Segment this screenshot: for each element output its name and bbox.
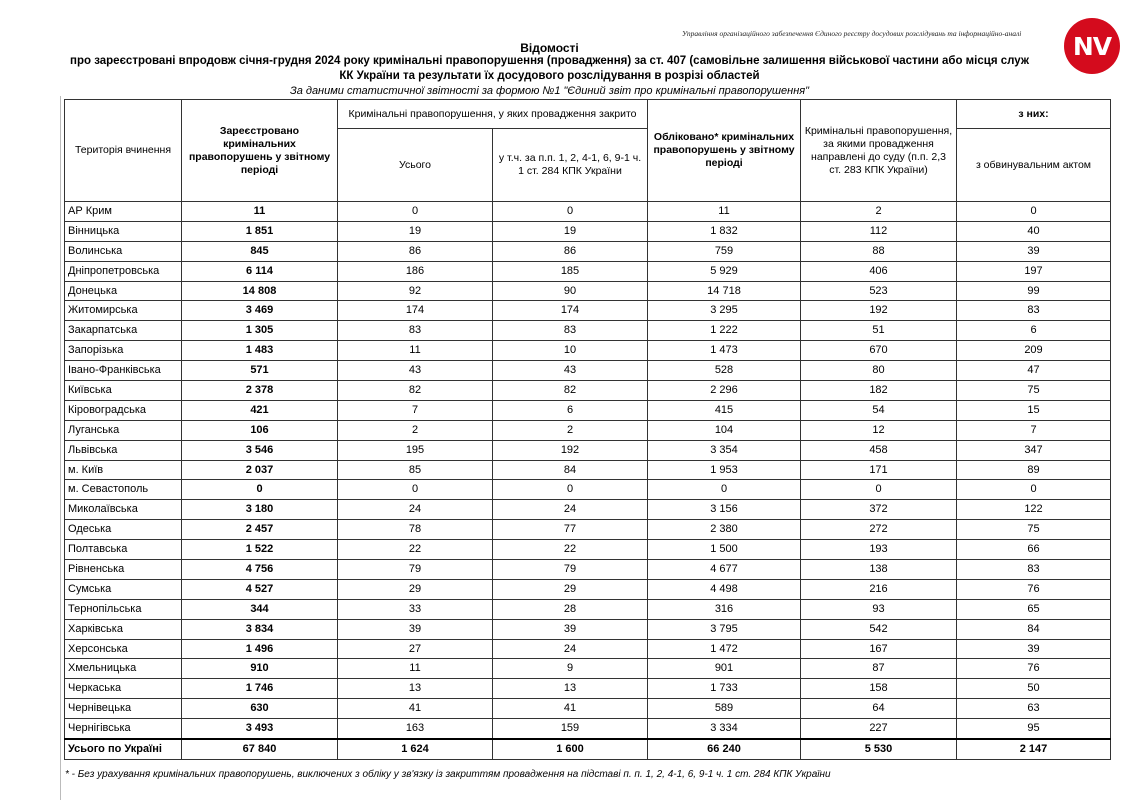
cell-closed-incl: 19 [493,221,648,241]
cell-closed-total: 19 [338,221,493,241]
cell-registered: 3 834 [182,619,338,639]
cell-registered: 344 [182,599,338,619]
cell-closed-incl: 90 [493,281,648,301]
cell-closed-incl: 28 [493,599,648,619]
cell-indictment: 47 [957,361,1111,381]
cell-region: Луганська [65,420,182,440]
cell-region: Одеська [65,520,182,540]
table-row [65,261,1111,281]
cell-indictment: 75 [957,520,1111,540]
table-total-row [65,739,1111,759]
cell-indictment: 7 [957,420,1111,440]
cell-closed-incl: 41 [493,699,648,719]
cell-closed-incl: 43 [493,361,648,381]
cell-indictment: 50 [957,679,1111,699]
cell-accounted: 759 [648,241,801,261]
cell-indictment: 347 [957,440,1111,460]
cell-region: Чернігівська [65,719,182,739]
cell-closed-incl: 22 [493,540,648,560]
cell-region: Хмельницька [65,659,182,679]
cell-registered: 1 522 [182,540,338,560]
cell-indictment: 76 [957,659,1111,679]
cell-closed-total: 86 [338,241,493,261]
cell-region: Запорізька [65,341,182,361]
cell-closed-total: 1 624 [338,739,493,759]
cell-registered: 2 457 [182,520,338,540]
cell-registered: 845 [182,241,338,261]
cell-to-court: 158 [801,679,957,699]
cell-closed-incl: 24 [493,500,648,520]
cell-indictment: 197 [957,261,1111,281]
table-row [65,381,1111,401]
cell-accounted: 316 [648,599,801,619]
cell-indictment: 2 147 [957,739,1111,759]
cell-to-court: 80 [801,361,957,381]
data-source-note: За даними статистичної звітності за формою №1 "Єдиний звіт про кримінальні правопорушення" [289,85,810,97]
cell-region: Київська [65,381,182,401]
cell-registered: 1 746 [182,679,338,699]
table-row [65,321,1111,341]
header-of-them: з них: [957,100,1111,129]
cell-accounted: 1 472 [648,639,801,659]
cell-indictment: 65 [957,599,1111,619]
cell-accounted: 589 [648,699,801,719]
cell-region: Рівненська [65,560,182,580]
cell-indictment: 39 [957,639,1111,659]
table-row [65,619,1111,639]
cell-closed-incl: 77 [493,520,648,540]
cell-region: Миколаївська [65,500,182,520]
cell-indictment: 84 [957,619,1111,639]
cell-indictment: 66 [957,540,1111,560]
cell-region: Усього по Україні [65,739,182,759]
cell-registered: 67 840 [182,739,338,759]
cell-registered: 630 [182,699,338,719]
cell-registered: 1 483 [182,341,338,361]
cell-accounted: 1 222 [648,321,801,341]
cell-closed-total: 7 [338,400,493,420]
cell-indictment: 40 [957,221,1111,241]
cell-registered: 106 [182,420,338,440]
cell-to-court: 2 [801,202,957,222]
cell-closed-total: 2 [338,420,493,440]
cell-registered: 4 756 [182,560,338,580]
cell-region: Сумська [65,579,182,599]
scan-edge-line [60,96,61,800]
table-row [65,400,1111,420]
table-row [65,301,1111,321]
cell-closed-incl: 6 [493,400,648,420]
cell-region: Донецька [65,281,182,301]
cell-closed-total: 13 [338,679,493,699]
cell-closed-total: 22 [338,540,493,560]
cell-indictment: 0 [957,202,1111,222]
table-row [65,579,1111,599]
cell-accounted: 4 677 [648,560,801,580]
cell-indictment: 99 [957,281,1111,301]
cell-closed-total: 24 [338,500,493,520]
cell-to-court: 64 [801,699,957,719]
cell-indictment: 83 [957,301,1111,321]
table-row [65,460,1111,480]
cell-accounted: 1 733 [648,679,801,699]
table-row [65,281,1111,301]
cell-registered: 3 469 [182,301,338,321]
cell-registered: 1 851 [182,221,338,241]
table-row [65,540,1111,560]
cell-indictment: 122 [957,500,1111,520]
cell-registered: 3 493 [182,719,338,739]
cell-registered: 2 378 [182,381,338,401]
cell-accounted: 3 795 [648,619,801,639]
cell-indictment: 95 [957,719,1111,739]
table-row [65,719,1111,739]
cell-closed-incl: 13 [493,679,648,699]
cell-to-court: 458 [801,440,957,460]
cell-closed-total: 163 [338,719,493,739]
cell-closed-total: 11 [338,341,493,361]
cell-accounted: 1 500 [648,540,801,560]
cell-closed-total: 82 [338,381,493,401]
cell-to-court: 167 [801,639,957,659]
cell-indictment: 6 [957,321,1111,341]
cell-region: Закарпатська [65,321,182,341]
table-row [65,241,1111,261]
footnote: * - Без урахування кримінальних правопорушень, виключених з обліку у зв'язку із закриттям провадження на підставі п. п. 1, 2, 4-1, 6, 9-1 ч. 1 ст. 284 КПК України [65,769,831,780]
cell-registered: 11 [182,202,338,222]
cell-registered: 14 808 [182,281,338,301]
table-row [65,639,1111,659]
cell-to-court: 192 [801,301,957,321]
cell-closed-total: 11 [338,659,493,679]
cell-to-court: 12 [801,420,957,440]
cell-to-court: 372 [801,500,957,520]
cell-indictment: 89 [957,460,1111,480]
cell-closed-incl: 83 [493,321,648,341]
cell-closed-incl: 39 [493,619,648,639]
cell-region: Херсонська [65,639,182,659]
cell-accounted: 1 832 [648,221,801,241]
cell-registered: 910 [182,659,338,679]
cell-registered: 1 305 [182,321,338,341]
cell-registered: 4 527 [182,579,338,599]
cell-accounted: 1 953 [648,460,801,480]
cell-indictment: 63 [957,699,1111,719]
header-closed-group: Кримінальні правопорушення, у яких провадження закрито [338,100,648,129]
cell-closed-incl: 79 [493,560,648,580]
header-territory: Територія вчинення [65,100,182,202]
document-title: Відомості [520,41,579,55]
cell-closed-total: 195 [338,440,493,460]
cell-closed-incl: 0 [493,202,648,222]
table-row [65,659,1111,679]
cell-closed-total: 29 [338,579,493,599]
table-row [65,341,1111,361]
cell-region: м. Севастополь [65,480,182,500]
cell-to-court: 88 [801,241,957,261]
cell-closed-total: 79 [338,560,493,580]
cell-to-court: 216 [801,579,957,599]
cell-to-court: 93 [801,599,957,619]
cell-region: Волинська [65,241,182,261]
table-row [65,520,1111,540]
cell-region: АР Крим [65,202,182,222]
cell-closed-total: 78 [338,520,493,540]
header-to-court: Кримінальні правопорушення, за якими провадження направлені до суду (п.п. 2,3 ст. 283 КПК України) [801,100,957,202]
cell-indictment: 15 [957,400,1111,420]
cell-registered: 421 [182,400,338,420]
cell-closed-incl: 84 [493,460,648,480]
table-row [65,202,1111,222]
cell-to-court: 670 [801,341,957,361]
cell-indictment: 76 [957,579,1111,599]
cell-closed-total: 33 [338,599,493,619]
cell-indictment: 75 [957,381,1111,401]
cell-to-court: 523 [801,281,957,301]
cell-region: Дніпропетровська [65,261,182,281]
cell-accounted: 14 718 [648,281,801,301]
table-row [65,221,1111,241]
cell-to-court: 171 [801,460,957,480]
cell-accounted: 415 [648,400,801,420]
cell-closed-incl: 86 [493,241,648,261]
cell-closed-incl: 2 [493,420,648,440]
header-closed-incl: у т.ч. за п.п. 1, 2, 4-1, 6, 9-1 ч. 1 ст. 284 КПК України [493,129,648,202]
cell-accounted: 0 [648,480,801,500]
cell-region: Тернопільська [65,599,182,619]
cell-to-court: 87 [801,659,957,679]
cell-accounted: 66 240 [648,739,801,759]
cell-closed-incl: 82 [493,381,648,401]
cell-closed-incl: 159 [493,719,648,739]
nv-logo-icon: NV [1064,18,1120,74]
cell-registered: 6 114 [182,261,338,281]
cell-closed-total: 85 [338,460,493,480]
cell-region: Полтавська [65,540,182,560]
cell-closed-incl: 10 [493,341,648,361]
table-row [65,679,1111,699]
cell-region: Вінницька [65,221,182,241]
statistics-table [64,99,1111,760]
cell-registered: 3 546 [182,440,338,460]
cell-closed-total: 0 [338,480,493,500]
cell-accounted: 3 156 [648,500,801,520]
cell-region: Харківська [65,619,182,639]
table-row [65,440,1111,460]
cell-region: Чернівецька [65,699,182,719]
cell-indictment: 209 [957,341,1111,361]
cell-closed-incl: 0 [493,480,648,500]
cell-accounted: 11 [648,202,801,222]
cell-accounted: 528 [648,361,801,381]
cell-closed-total: 174 [338,301,493,321]
cell-to-court: 51 [801,321,957,341]
cell-closed-total: 27 [338,639,493,659]
cell-accounted: 104 [648,420,801,440]
document-subtitle-line2: КК України та результати їх досудового розслідування в розрізі областей [339,70,760,82]
cell-registered: 571 [182,361,338,381]
cell-accounted: 2 380 [648,520,801,540]
cell-registered: 3 180 [182,500,338,520]
cell-closed-total: 83 [338,321,493,341]
cell-closed-incl: 192 [493,440,648,460]
cell-region: Кіровоградська [65,400,182,420]
cell-closed-total: 43 [338,361,493,381]
cell-closed-incl: 29 [493,579,648,599]
cell-closed-incl: 9 [493,659,648,679]
cell-to-court: 54 [801,400,957,420]
cell-registered: 1 496 [182,639,338,659]
table-row [65,560,1111,580]
cell-accounted: 2 296 [648,381,801,401]
cell-region: Житомирська [65,301,182,321]
cell-closed-incl: 24 [493,639,648,659]
cell-to-court: 272 [801,520,957,540]
cell-closed-incl: 174 [493,301,648,321]
cell-region: Черкаська [65,679,182,699]
header-registered: Зареєстровано кримінальних правопорушень у звітному періоді [182,100,338,202]
cell-closed-total: 39 [338,619,493,639]
cell-accounted: 3 334 [648,719,801,739]
cell-registered: 0 [182,480,338,500]
document-subtitle-line1: про зареєстровані впродовж січня-грудня 2024 року кримінальні правопорушення (провадження) за ст. 407 (самовільне залишення військової частини або місця служ [70,55,1029,67]
cell-accounted: 1 473 [648,341,801,361]
cell-accounted: 5 929 [648,261,801,281]
cell-accounted: 3 295 [648,301,801,321]
table-row [65,361,1111,381]
cell-accounted: 4 498 [648,579,801,599]
table-row [65,699,1111,719]
cell-accounted: 3 354 [648,440,801,460]
table-body [65,202,1111,760]
cell-to-court: 0 [801,480,957,500]
cell-registered: 2 037 [182,460,338,480]
cell-to-court: 5 530 [801,739,957,759]
header-closed-total: Усього [338,129,493,202]
cell-closed-total: 0 [338,202,493,222]
cell-to-court: 406 [801,261,957,281]
cell-region: Івано-Франківська [65,361,182,381]
cell-closed-incl: 185 [493,261,648,281]
cell-indictment: 83 [957,560,1111,580]
cell-to-court: 112 [801,221,957,241]
cell-closed-total: 41 [338,699,493,719]
table-row [65,599,1111,619]
cell-accounted: 901 [648,659,801,679]
department-note: Управління організаційного забезпечення Єдиного реєстру досудових розслідувань та інформаційно-аналі [682,29,1022,38]
cell-indictment: 0 [957,480,1111,500]
cell-to-court: 182 [801,381,957,401]
cell-to-court: 138 [801,560,957,580]
header-indictment: з обвинувальним актом [957,129,1111,202]
cell-to-court: 227 [801,719,957,739]
table-row [65,480,1111,500]
cell-closed-total: 186 [338,261,493,281]
cell-to-court: 193 [801,540,957,560]
cell-region: м. Київ [65,460,182,480]
cell-closed-incl: 1 600 [493,739,648,759]
cell-to-court: 542 [801,619,957,639]
table-row [65,420,1111,440]
header-accounted: Обліковано* кримінальних правопорушень у звітному періоді [648,100,801,202]
cell-indictment: 39 [957,241,1111,261]
table-row [65,500,1111,520]
cell-region: Львівська [65,440,182,460]
cell-closed-total: 92 [338,281,493,301]
